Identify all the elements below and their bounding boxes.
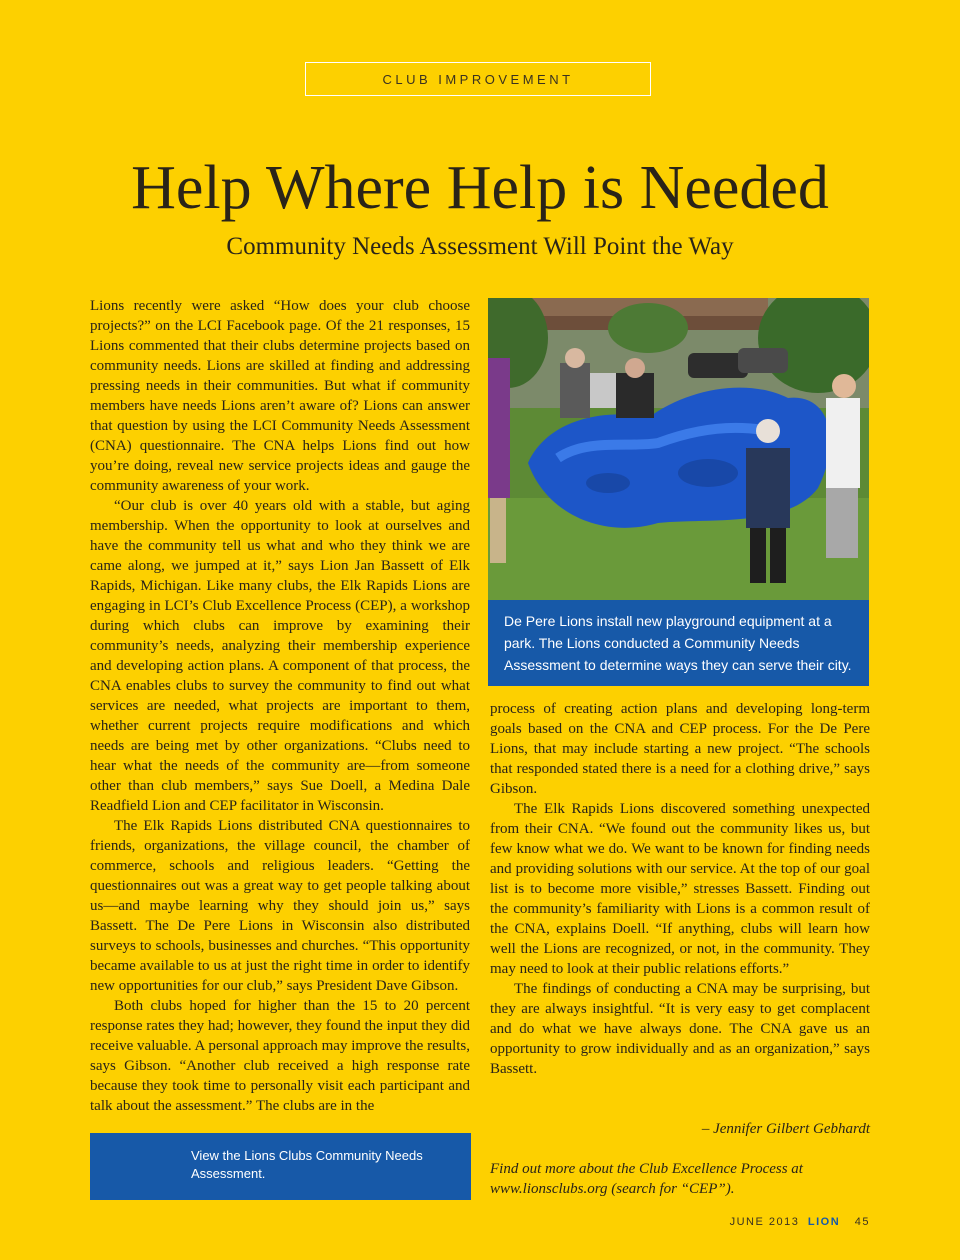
article-right-column bbox=[490, 699, 870, 1079]
article-left-column bbox=[90, 296, 470, 1116]
cna-link-box[interactable]: View the Lions Clubs Community Needs Assessment. bbox=[90, 1133, 471, 1200]
article-paragraph: The Elk Rapids Lions distributed CNA questionnaires to friends, organizations, the village council, the chamber of commerce, schools and religious leaders. “Getting the questionnaires out was a great way to get people talking about us—and maybe learning why they should join us,” says Bassett. The De Pere Lions in Wisconsin also distributed surveys to schools, businesses and churches. “This opportunity became available to us at just the right time in order to identify new opportunities for our club,” says President Dave Gibson. bbox=[90, 818, 470, 994]
page-footer bbox=[600, 1216, 870, 1228]
subheadline: Community Needs Assessment Will Point the Way bbox=[226, 233, 734, 260]
section-tag: CLUB IMPROVEMENT bbox=[305, 62, 651, 96]
article-paragraph: “Our club is over 40 years old with a stable, but aging membership. When the opportunity to look at ourselves and have the community tell us what and who they think we are came along, we jumped at it,” says Lion Jan Bassett of Elk Rapids, Michigan. Like many clubs, the Elk Rapids Lions are engaging in LCI’s Club Excellence Process (CEP), a workshop during which clubs can improve by examining their community’s needs, analyzing their membership experience and developing action plans. A component of that process, the CNA enables clubs to survey the community to find out what services are needed, what projects are important to them, whether current projects require modifications and which needs are being met by other organizations. “Clubs need to hear what the needs of the community are—from someone other than club members,” says Sue Doell, a Medina Dale Readfield Lion and CEP facilitator in Wisconsin. bbox=[90, 498, 470, 814]
magazine-name: LION bbox=[807, 1216, 841, 1228]
playground-photo bbox=[488, 298, 869, 600]
author-byline: – Jennifer Gilbert Gebhardt bbox=[701, 1121, 870, 1137]
headline: Help Where Help is Needed bbox=[131, 154, 829, 222]
photo-caption: De Pere Lions install new playground equipment at a park. The Lions conducted a Community Needs Assessment to determine ways they can serve their city. bbox=[488, 600, 869, 686]
issue-date: JUNE 2013 bbox=[729, 1216, 800, 1228]
article-paragraph: Lions recently were asked “How does your club choose projects?” on the LCI Facebook page. Of the 21 responses, 15 Lions commented that their clubs determine projects based on community needs. Lions are skilled at finding and addressing pressing needs in their communities. But what if community members have needs Lions aren’t aware of? Lions can answer that question by using the LCI Community Needs Assessment (CNA) questionnaire. The CNA helps Lions find out how you’re doing, reveal new service projects ideas and gauge the community awareness of your work. bbox=[90, 298, 470, 494]
page-number: 45 bbox=[854, 1216, 870, 1228]
find-out-more-note: Find out more about the Club Excellence Process at www.lionsclubs.org (search for “CEP”). bbox=[490, 1161, 803, 1197]
article-paragraph: process of creating action plans and developing long-term goals based on the CNA and CEP process. For the De Pere Lions, that may include starting a new project. “The schools that responded stated there is a need for a clothing drive,” says Gibson. bbox=[490, 701, 870, 797]
article-paragraph: Both clubs hoped for higher than the 15 to 20 percent response rates they had; however, they found the input they did receive valuable. A personal approach may improve the results, says Gibson. “Another club received a high response rate because they took time to personally visit each participant and talk about the assessment.” The clubs are in the bbox=[90, 998, 470, 1114]
article-paragraph: The Elk Rapids Lions discovered something unexpected from their CNA. “We found out the community likes us, but few know what we do. We want to be known for finding needs and providing solutions with our service. At the top of our goal list is to become more visible,” stresses Bassett. Finding out the community’s familiarity with Lions is a common result of the CNA, explains Doell. “If anything, clubs will learn how well the Lions are recognized, or not, in the community. They may need to look at their public relations efforts.” bbox=[490, 801, 870, 977]
article-paragraph: The findings of conducting a CNA may be surprising, but they are always insightful. “It is very easy to get complacent and do what we have always done. The CNA gave us an opportunity to grow individually and as an organization,” says Bassett. bbox=[490, 981, 870, 1077]
